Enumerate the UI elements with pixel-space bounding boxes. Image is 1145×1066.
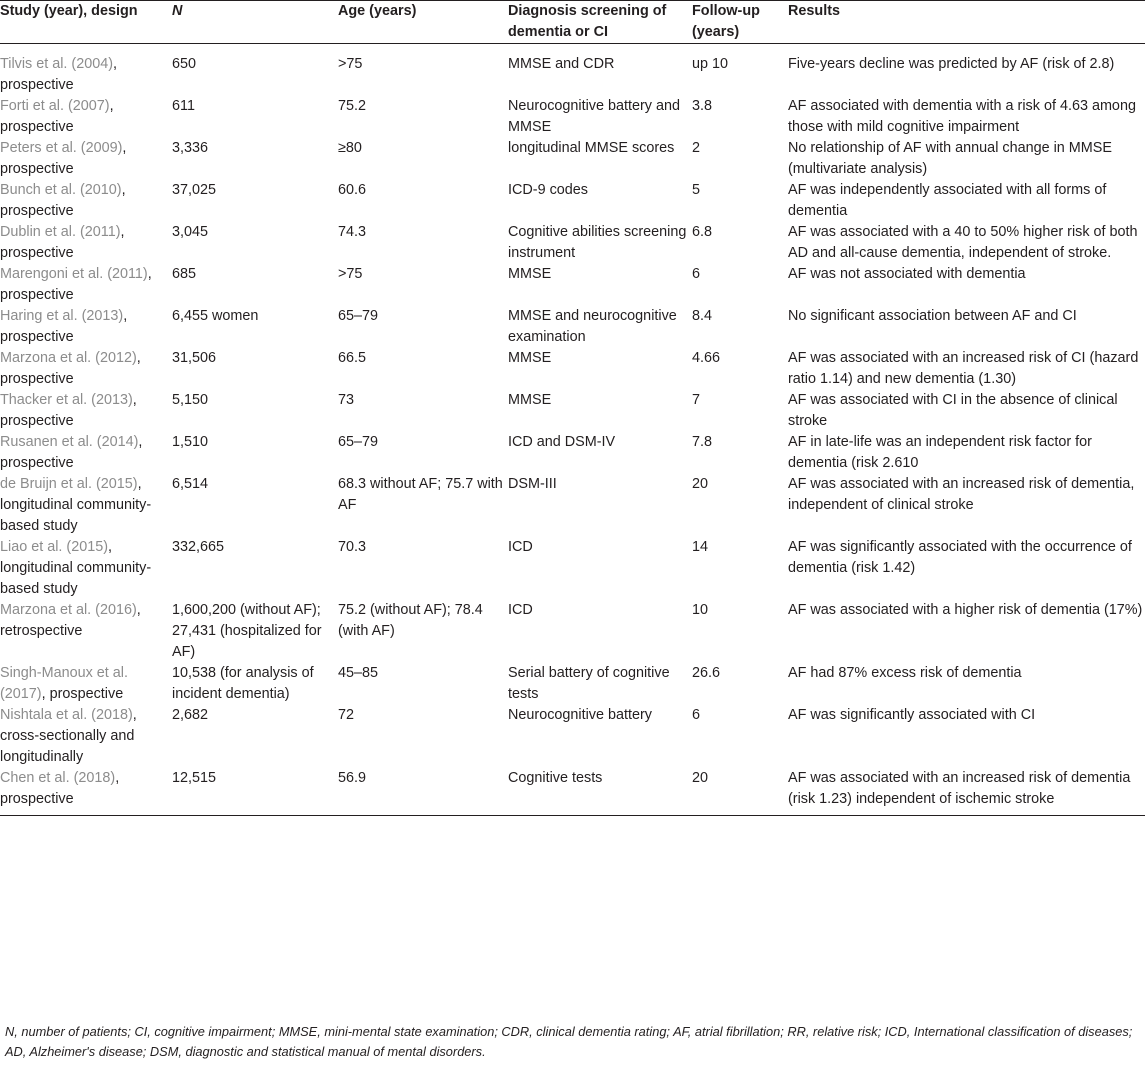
age-cell: 66.5 [338, 350, 367, 366]
study-cell [0, 348, 172, 390]
n-cell: 10,538 (for analysis of incident dementia) [172, 665, 314, 702]
table-row [0, 264, 1145, 306]
study-reference-link[interactable]: Marzona et al. (2016) [0, 602, 137, 618]
age-cell: 56.9 [338, 768, 508, 816]
results-cell: AF was not associated with dementia [788, 266, 1026, 282]
table-footnote: N, number of patients; CI, cognitive impairment; MMSE, mini-mental state examination; CDR, clinical dementia rating; AF, atrial fibrillation; RR, relative risk; ICD, International classification of diseases; AD, Alzheimer's disease; DSM, diagnostic and statistical manual of mental disorders. [5, 1024, 1133, 1059]
followup-cell: up 10 [692, 56, 729, 72]
followup-cell: 5 [692, 182, 701, 198]
study-design: , prospective [0, 392, 137, 429]
n-cell: 37,025 [172, 182, 217, 198]
diagnosis-cell: MMSE [508, 392, 552, 408]
diagnosis-cell: Neurocognitive battery [508, 707, 652, 723]
results-cell: Five-years decline was predicted by AF (risk of 2.8) [788, 56, 1115, 72]
age-cell: 70.3 [338, 539, 367, 555]
study-reference-link[interactable]: Bunch et al. (2010) [0, 182, 122, 198]
header-study: Study (year), design [0, 1, 172, 44]
results-cell: AF was independently associated with all forms of dementia [788, 182, 1107, 219]
followup-cell: 10 [692, 602, 709, 618]
table-row [0, 537, 1145, 600]
age-cell: 65–79 [338, 308, 379, 324]
followup-cell: 4.66 [692, 350, 721, 366]
age-cell: 73 [338, 392, 355, 408]
table-row [0, 390, 1145, 432]
diagnosis-cell: DSM-III [508, 476, 557, 492]
followup-cell: 6 [692, 707, 701, 723]
table-row [0, 180, 1145, 222]
header-diagnosis: Diagnosis screening of dementia or CI [508, 1, 692, 44]
header-age: Age (years) [338, 1, 508, 44]
age-cell: >75 [338, 266, 363, 282]
followup-cell: 14 [692, 539, 709, 555]
n-cell: 5,150 [172, 392, 209, 408]
study-design: , prospective [41, 686, 124, 702]
age-cell: 75.2 (without AF); 78.4 (with AF) [338, 602, 483, 639]
study-reference-link[interactable]: Haring et al. (2013) [0, 308, 124, 324]
study-reference-link[interactable]: Marengoni et al. (2011) [0, 266, 148, 282]
study-cell [0, 432, 172, 474]
header-results: Results [788, 1, 1145, 44]
results-cell: AF in late-life was an independent risk factor for dementia (risk 2.610 [788, 434, 1092, 471]
followup-cell: 6.8 [692, 224, 713, 240]
study-reference-link[interactable]: Nishtala et al. (2018) [0, 707, 133, 723]
age-cell: 75.2 [338, 98, 367, 114]
study-design: , prospective [0, 266, 152, 303]
table-row [0, 44, 1145, 97]
study-cell [0, 138, 172, 180]
header-n: N [172, 1, 338, 44]
study-cell [0, 306, 172, 348]
n-cell: 685 [172, 266, 197, 282]
n-cell: 6,455 women [172, 308, 259, 324]
table-row [0, 663, 1145, 705]
study-cell [0, 663, 172, 705]
study-design: , longitudinal community-based study [0, 476, 152, 534]
age-cell: 65–79 [338, 434, 379, 450]
table-row [0, 96, 1145, 138]
table-row [0, 348, 1145, 390]
n-cell: 6,514 [172, 476, 209, 492]
diagnosis-cell: MMSE and CDR [508, 56, 615, 72]
study-reference-link[interactable]: Singh-Manoux et al. (2017) [0, 665, 128, 702]
results-cell: No significant association between AF and CI [788, 308, 1077, 324]
diagnosis-cell: Cognitive abilities screening instrument [508, 224, 687, 261]
study-cell [0, 390, 172, 432]
n-cell: 12,515 [172, 768, 338, 816]
diagnosis-cell: longitudinal MMSE scores [508, 140, 675, 156]
study-reference-link[interactable]: Rusanen et al. (2014) [0, 434, 139, 450]
study-cell [0, 180, 172, 222]
age-cell: 60.6 [338, 182, 367, 198]
study-reference-link[interactable]: Dublin et al. (2011) [0, 224, 121, 240]
n-cell: 611 [172, 98, 195, 114]
followup-cell: 20 [692, 768, 788, 816]
study-design: , prospective [0, 434, 143, 471]
study-cell [0, 537, 172, 600]
study-design: , prospective [0, 98, 114, 135]
age-cell: 74.3 [338, 224, 367, 240]
study-cell [0, 600, 172, 663]
n-cell: 2,682 [172, 707, 209, 723]
age-cell: 72 [338, 707, 355, 723]
followup-cell: 7 [692, 392, 701, 408]
table-row [0, 306, 1145, 348]
table-row [0, 432, 1145, 474]
followup-cell: 3.8 [692, 98, 713, 114]
followup-cell: 8.4 [692, 308, 713, 324]
study-reference-link[interactable]: Marzona et al. (2012) [0, 350, 137, 366]
study-design: , cross-sectionally and longitudinally [0, 707, 137, 765]
followup-cell: 20 [692, 476, 709, 492]
results-cell: No relationship of AF with annual change in MMSE (multivariate analysis) [788, 140, 1112, 177]
diagnosis-cell: ICD [508, 539, 533, 555]
diagnosis-cell: Cognitive tests [508, 768, 692, 816]
study-cell [0, 96, 172, 138]
results-cell: AF was associated with an increased risk of CI (hazard ratio 1.14) and new dementia (1.30) [788, 350, 1139, 387]
n-cell: 650 [172, 56, 197, 72]
study-design: , prospective [0, 770, 120, 807]
followup-cell: 7.8 [692, 434, 713, 450]
followup-cell: 26.6 [692, 665, 721, 681]
age-cell: >75 [338, 56, 363, 72]
table-row [0, 138, 1145, 180]
study-cell [0, 705, 172, 768]
study-cell [0, 474, 172, 537]
age-cell: ≥80 [338, 140, 362, 156]
study-cell [0, 768, 172, 816]
diagnosis-cell: ICD [508, 602, 533, 618]
followup-cell: 6 [692, 266, 701, 282]
diagnosis-cell: Serial battery of cognitive tests [508, 665, 670, 702]
followup-cell: 2 [692, 140, 701, 156]
study-reference-link[interactable]: Peters et al. (2009) [0, 140, 123, 156]
results-cell: AF was associated with a higher risk of dementia (17%) [788, 602, 1143, 618]
results-cell: AF was associated with an increased risk of dementia, independent of clinical stroke [788, 476, 1135, 513]
diagnosis-cell: ICD-9 codes [508, 182, 588, 198]
diagnosis-cell: MMSE [508, 350, 552, 366]
n-cell: 31,506 [172, 350, 217, 366]
results-cell: AF was significantly associated with the occurrence of dementia (risk 1.42) [788, 539, 1132, 576]
study-reference-link[interactable]: Thacker et al. (2013) [0, 392, 133, 408]
results-cell: AF associated with dementia with a risk of 4.63 among those with mild cognitive impairment [788, 98, 1136, 135]
results-cell: AF was significantly associated with CI [788, 707, 1036, 723]
study-cell [0, 222, 172, 264]
n-cell: 1,510 [172, 434, 209, 450]
diagnosis-cell: MMSE [508, 266, 552, 282]
age-cell: 45–85 [338, 665, 379, 681]
table-row [0, 768, 1145, 816]
diagnosis-cell: Neurocognitive battery and MMSE [508, 98, 680, 135]
diagnosis-cell: ICD and DSM-IV [508, 434, 616, 450]
table-row [0, 474, 1145, 537]
age-cell: 68.3 without AF; 75.7 with AF [338, 476, 503, 513]
results-cell: AF was associated with CI in the absence of clinical stroke [788, 392, 1118, 429]
n-cell: 332,665 [172, 539, 225, 555]
study-design: , prospective [0, 308, 128, 345]
study-design: , prospective [0, 182, 126, 219]
table-row [0, 705, 1145, 768]
study-reference-link[interactable]: Chen et al. (2018) [0, 770, 116, 786]
study-reference-link[interactable]: Liao et al. (2015) [0, 539, 109, 555]
study-reference-link[interactable]: Tilvis et al. (2004) [0, 56, 114, 72]
results-cell: AF was associated with a 40 to 50% higher risk of both AD and all-cause dementia, independent of stroke. [788, 224, 1138, 261]
study-design: , prospective [0, 56, 118, 93]
n-cell: 1,600,200 (without AF); 27,431 (hospitalized for AF) [172, 602, 322, 660]
results-cell: AF had 87% excess risk of dementia [788, 665, 1022, 681]
study-design: , prospective [0, 224, 125, 261]
study-design: , retrospective [0, 602, 141, 639]
study-design: , longitudinal community-based study [0, 539, 152, 597]
study-reference-link[interactable]: Forti et al. (2007) [0, 98, 110, 114]
header-followup: Follow-up (years) [692, 1, 788, 44]
n-cell: 3,336 [172, 140, 209, 156]
study-reference-link[interactable]: de Bruijn et al. (2015) [0, 476, 138, 492]
study-design: , prospective [0, 350, 141, 387]
diagnosis-cell: MMSE and neurocognitive examination [508, 308, 677, 345]
study-cell [0, 44, 172, 97]
study-cell [0, 264, 172, 306]
results-cell: AF was associated with an increased risk of dementia (risk 1.23) independent of ischemic stroke [788, 768, 1145, 816]
header-row [0, 1, 1145, 44]
table-row [0, 222, 1145, 264]
table-row [0, 600, 1145, 663]
study-design: , prospective [0, 140, 127, 177]
n-cell: 3,045 [172, 224, 209, 240]
